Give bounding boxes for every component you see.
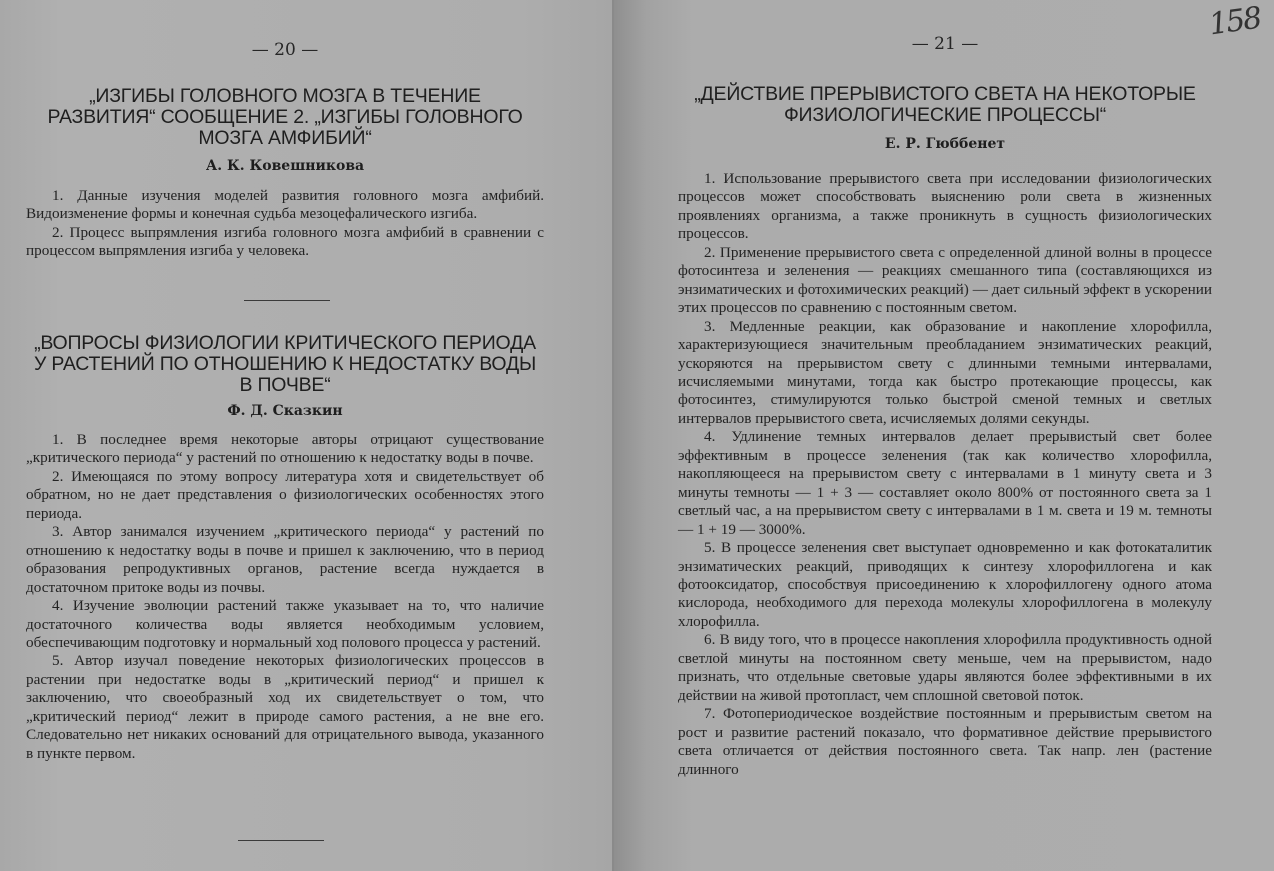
page-number-left: — 20 — bbox=[251, 40, 319, 60]
paragraph: 2. Имеющаяся по этому вопросу литература хотя и свидетельствует об обратном, но не дает представления о физиологических особенностях этого периода. bbox=[26, 467, 544, 522]
article-title-brain-bends: „ИЗГИБЫ ГОЛОВНОГО МОЗГА В ТЕЧЕНИЕ РАЗВИТИЯ“ СООБЩЕНИЕ 2. „ИЗГИБЫ ГОЛОВНОГО МОЗГА АМФИБИЙ“ bbox=[47, 85, 523, 149]
paragraph: 5. В процессе зеленения свет выступает одновременно и как фотокаталитик энзиматических реакций, приводящих к синтезу хлорофиллогена и как фотооксидатор, способствуя присоединению к хлорофиллогену одного атома кислорода, необходимого для перехода молекулы хлорофиллогена в молекулу хлорофилла. bbox=[678, 539, 1212, 630]
paragraph: 3. Медленные реакции, как образование и накопление хлорофилла, характеризующиеся значительным преобладанием энзиматических реакций, ускоряются на прерывистом свету с длинными темными интервалами, исчисляемыми минутами, тогда как быстро протекающие процессы, как фотосинтез, стимулируются только быстрой сменой темных и светлых интервалов прерывистого света, исчисляемых долями секунды. bbox=[678, 317, 1212, 427]
paragraph: 4. Удлинение темных интервалов делает прерывистый свет более эффективным в процессе зеленения (так как количество хлорофилла, накопляющееся на прерывистом свету с интервалами в 1 минуту света и 3 минуты темноты — 1 + 3 — составляет около 800% от постоянного света за 1 светлый час, а на прерывистом свету с интервалами в 1 м. света и 19 м. темноты — 1 + 19 — 3000%. bbox=[678, 428, 1212, 538]
article-author-koveshnikova: А. К. Ковешникова bbox=[205, 158, 365, 174]
paragraph: 3. Автор занимался изучением „критического периода“ у растений по отношению к недостатку воды в почве и пришел к заключению, что в период образования репродуктивных органов, растение всегда нуждается в достаточном притоке воды из почвы. bbox=[26, 523, 544, 596]
page-number-right: — 21 — bbox=[911, 34, 979, 54]
article-body-intermittent-light bbox=[678, 170, 1212, 779]
paragraph: 2. Процесс выпрямления изгиба головного мозга амфибий в сравнении с процессом выпрямления изгиба у человека. bbox=[26, 223, 544, 260]
paragraph: 5. Автор изучал поведение некоторых физиологических процессов в растении при недостатке воды в „критический период“ и пришел к заключению, что своеобразный ход их свидетельствует о том, что „критический период“ лежит в природе самого растения, а не вне его. Следовательно нет никаких оснований для отрицательного вывода, указанного в пункте первом. bbox=[26, 652, 544, 762]
section-divider bbox=[244, 300, 330, 301]
right-page bbox=[614, 0, 1274, 871]
paragraph: 2. Применение прерывистого света с определенной длиной волны в процессе фотосинтеза и зеленения — реакциях смешанного типа (составляющихся из энзиматических и фотохимических реакций) — дает сильный эффект в ускорении этих процессов по сравнению с постоянным светом. bbox=[678, 243, 1212, 317]
section-divider bbox=[238, 840, 324, 841]
article-author-skazkin: Ф. Д. Сказкин bbox=[227, 403, 343, 419]
paragraph: 1. Данные изучения моделей развития головного мозга амфибий. Видоизменение формы и конечная судьба мезоцефалического изгиба. bbox=[26, 187, 544, 223]
paragraph: 4. Изучение эволюции растений также указывает на то, что наличие достаточного количества воды является необходимым условием, обеспечивающим подготовку и нормальный ход полового процесса у растений. bbox=[26, 597, 544, 651]
article-title-intermittent-light: „ДЕЙСТВИЕ ПРЕРЫВИСТОГО СВЕТА НА НЕКОТОРЫЕ ФИЗИОЛОГИЧЕСКИЕ ПРОЦЕССЫ“ bbox=[694, 83, 1196, 126]
paragraph: 1. В последнее время некоторые авторы отрицают существование „критического периода“ у растений по отношению к недостатку воды в почве. bbox=[26, 431, 544, 467]
left-page bbox=[0, 0, 614, 871]
paragraph: 7. Фотопериодическое воздействие постоянным и прерывистым светом на рост и развитие растений показало, что формативное действие прерывистого света отличается от действия постоянного света. Так напр. лен (растение длинного bbox=[678, 705, 1212, 778]
article-title-critical-period: „ВОПРОСЫ ФИЗИОЛОГИИ КРИТИЧЕСКОГО ПЕРИОДА У РАСТЕНИЙ ПО ОТНОШЕНИЮ К НЕДОСТАТКУ ВОДЫ В ПОЧВЕ“ bbox=[33, 332, 537, 396]
handwritten-folio-number: 158 bbox=[1206, 0, 1263, 43]
article-body-critical-period bbox=[26, 431, 544, 763]
paragraph: 6. В виду того, что в процессе накопления хлорофилла продуктивность одной светлой минуты на постоянном свету меньше, чем на прерывистом, надо признать, что отдельные световые удары являются более эффективными в их действии на живой протопласт, чем сплошной световой поток. bbox=[678, 631, 1212, 704]
article-body-brain-bends bbox=[26, 187, 544, 261]
paragraph: 1. Использование прерывистого света при исследовании физиологических процессов может способствовать выяснению роли света в жизненных проявлениях организма, а также проникнуть в сущность физиологических процессов. bbox=[678, 170, 1212, 243]
article-author-gubbenet: Е. Р. Гюббенет bbox=[884, 136, 1006, 152]
